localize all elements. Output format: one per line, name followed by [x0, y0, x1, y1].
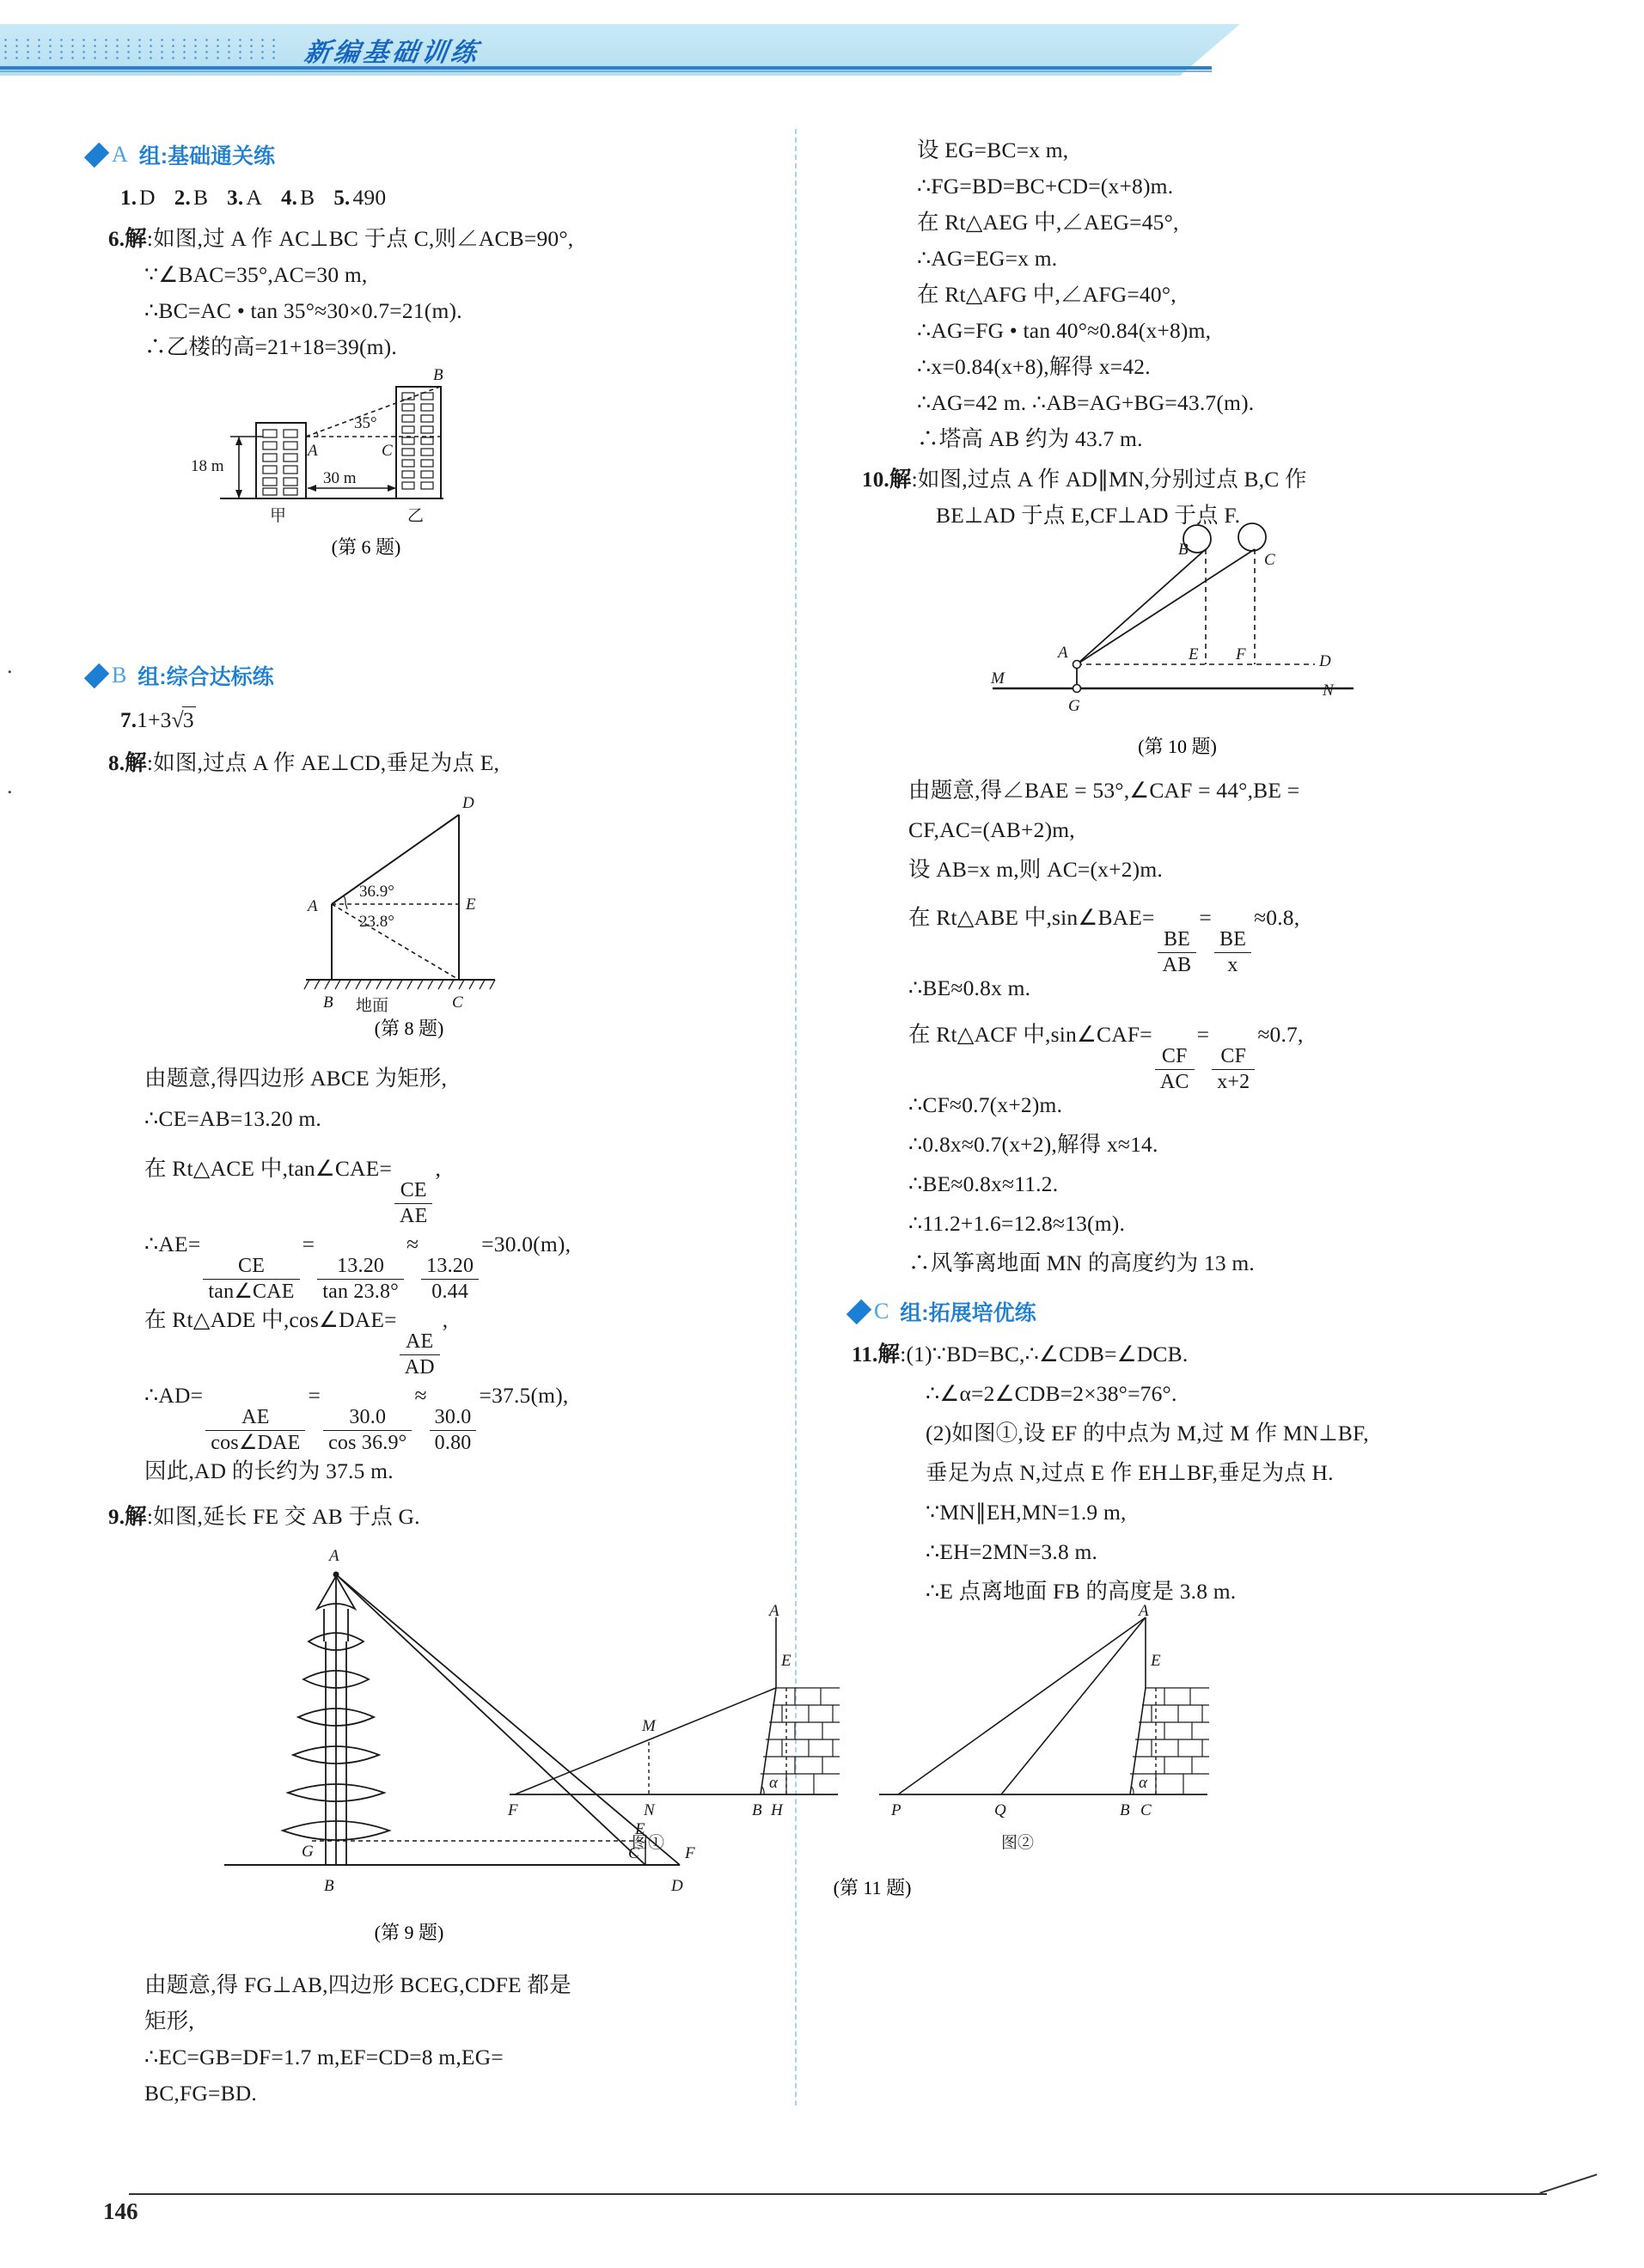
q9-line-4: ∴EC=GB=DF=1.7 m,EF=CD=8 m,EG= [144, 2045, 504, 2069]
q11f2-point-q: Q [994, 1801, 1006, 1819]
q8-step-1 [144, 1152, 441, 1229]
q6-base-label: 30 m [323, 469, 357, 487]
q9-number: 9. [108, 1506, 125, 1529]
q10-figure [975, 529, 1422, 726]
q10-point-f: F [1236, 645, 1246, 663]
q10-point-e: E [1189, 645, 1199, 663]
q8-step2-prefix: ∴AE= [144, 1232, 201, 1256]
q8-intro: :如图,过点 A 作 AE⊥CD,垂足为点 E, [146, 750, 500, 775]
objective-answers-row [120, 180, 386, 216]
group-a-marker: A [112, 142, 128, 167]
margin-dot-2: . [7, 773, 13, 798]
q10-caption: (第 10 题) [1138, 736, 1217, 757]
q7-line: 7.1+3√3 [120, 703, 196, 738]
page-number: 146 [103, 2198, 138, 2224]
q10-point-d: D [1319, 652, 1331, 670]
banner-dot-pattern [0, 37, 284, 63]
q8-step4-tail: =37.5(m), [479, 1383, 569, 1408]
q11f1-point-m: M [642, 1717, 656, 1735]
fraction-ae-ad: $\frac{AE}{AD}$ [400, 1330, 440, 1379]
q8-conclusion: 因此,AD 的长约为 37.5 m. [144, 1458, 394, 1483]
q9-jie: 解 [125, 1504, 147, 1529]
q6-building-right: 乙 [407, 507, 425, 525]
q8-step4-prefix: ∴AD= [144, 1383, 204, 1408]
q8-point-b: B [323, 993, 333, 1012]
q10-step-1-result: ∴BE≈0.8x m. [908, 975, 1031, 1000]
q8-angle-top: 36.9° [359, 883, 394, 901]
q9c-line-7: ∴x=0.84(x+8),解得 x=42. [917, 354, 1151, 379]
q8-step3-suffix: , [442, 1307, 449, 1332]
q11f1-label: 图① [632, 1834, 665, 1852]
fraction-ce-ae: $\frac{CE}{AE}$ [394, 1179, 432, 1228]
footer-rule [129, 2193, 1547, 2195]
q8-caption: (第 8 题) [374, 1018, 444, 1039]
q8-ground-label: 地面 [356, 997, 389, 1015]
group-c-marker: C [874, 1299, 889, 1324]
q10-jie: 解 [889, 467, 912, 492]
group-c-label: 组:拓展培优练 [900, 1301, 1036, 1325]
q6-jie: 解 [125, 226, 147, 251]
q11f1-point-a: A [769, 1602, 779, 1620]
banner-cut-corner [1180, 24, 1644, 76]
q6-line-2: ∵∠BAC=35°,AC=30 m, [144, 262, 368, 287]
q10-line-4: CF,AC=(AB+2)m, [908, 817, 1075, 842]
answer-5-num: 5. [333, 186, 351, 210]
q10-line-3: 由题意,得∠BAE = 53°,∠CAF = 44°,BE = [908, 778, 1300, 803]
group-heading-b [89, 660, 274, 691]
q10-eq-2: = [1196, 1022, 1210, 1047]
q9c-line-1: 设 EG=BC=x m, [917, 138, 1069, 162]
q10-tail-2: ∴0.8x≈0.7(x+2),解得 x≈14. [908, 1132, 1158, 1157]
fraction-1320-tan238: $\frac{13.20}{\tan 23.8^\circ}$ [317, 1255, 404, 1304]
q8-point-d: D [462, 794, 474, 812]
q9c-line-6: ∴AG=FG • tan 40°≈0.84(x+8)m, [917, 318, 1212, 343]
q9c-line-4: ∴AG=EG=x m. [917, 246, 1058, 271]
answer-1-num: 1. [120, 186, 138, 210]
q8-eq-1: = [302, 1232, 315, 1256]
diamond-icon [84, 663, 109, 688]
q11f2-point-b: B [1120, 1801, 1130, 1819]
q9c-line-9: ∴塔高 AB 约为 43.7 m. [917, 426, 1143, 451]
q10-step-2 [908, 1018, 1304, 1095]
q11f1-point-h: H [771, 1801, 783, 1819]
q10-point-n: N [1323, 682, 1334, 700]
q10-line-1 [862, 462, 1307, 498]
q11f2-point-p: P [891, 1801, 901, 1819]
footer-rule-tick [1539, 2173, 1597, 2194]
q11-figure-2 [872, 1602, 1216, 1867]
answer-3-num: 3. [227, 186, 244, 210]
q10-point-a: A [1058, 644, 1068, 662]
q11f1-point-n: N [644, 1801, 655, 1819]
q8-approx-1: ≈ [406, 1232, 419, 1256]
q9-line-2: 由题意,得 FG⊥AB,四边形 BCEG,CDFE 都是 [144, 1972, 571, 1997]
q10-point-m: M [991, 669, 1005, 688]
book-title: 新编基础训练 [302, 39, 483, 67]
q10-tail-3: ∴BE≈0.8x≈11.2. [908, 1171, 1059, 1196]
banner-rule [0, 66, 1212, 70]
q8-number: 8. [108, 752, 125, 775]
q8-step1-suffix: , [435, 1156, 442, 1181]
q6-caption: (第 6 题) [331, 536, 401, 558]
q11-line-6: ∴EH=2MN=3.8 m. [926, 1539, 1098, 1564]
q11-number: 11. [852, 1343, 878, 1366]
q11f1-angle-alpha: α [769, 1774, 778, 1792]
q8-point-e: E [466, 896, 476, 914]
q10-step1-prefix: 在 Rt△ABE 中,sin∠BAE= [908, 905, 1155, 930]
q10-line-2: BE⊥AD 于点 E,CF⊥AD 于点 F. [936, 503, 1241, 528]
q11f2-point-a: A [1139, 1602, 1149, 1620]
q9-line-3: 矩形, [144, 2008, 194, 2033]
q10-step2-tail: ≈0.7, [1257, 1022, 1304, 1047]
fraction-ce-tancae: $\frac{CE}{\text{tan∠CAE}}$ [203, 1255, 299, 1304]
q11f2-angle-alpha: α [1139, 1774, 1147, 1792]
q10-step2-prefix: 在 Rt△ACF 中,sin∠CAF= [908, 1022, 1152, 1047]
q11-line-4: 垂足为点 N,过点 E 作 EH⊥BF,垂足为点 H. [926, 1460, 1334, 1485]
q9-point-b: B [324, 1877, 334, 1895]
q9-line-5: BC,FG=BD. [144, 2081, 257, 2106]
q10-tail-1: ∴CF≈0.7(x+2)m. [908, 1092, 1063, 1117]
q6-point-b: B [433, 366, 443, 384]
q6-line-4: ∴乙楼的高=21+18=39(m). [144, 334, 397, 359]
q10-step1-tail: ≈0.8, [1254, 905, 1300, 930]
fraction-300-cos369: $\frac{30.0}{\cos 36.9^\circ}$ [323, 1406, 412, 1455]
q10-tail-5: ∴风筝离地面 MN 的高度约为 13 m. [908, 1250, 1255, 1275]
q9c-line-5: 在 Rt△AFG 中,∠AFG=40°, [917, 282, 1176, 307]
group-a-label: 组:基础通关练 [138, 144, 276, 168]
q9-point-d: D [671, 1877, 683, 1895]
q9c-line-8: ∴AG=42 m. ∴AB=AG+BG=43.7(m). [917, 390, 1255, 415]
q10-number: 10. [862, 468, 889, 492]
q11-jie: 解 [877, 1342, 901, 1366]
q11-line-1 [852, 1337, 1188, 1372]
q8-step-4 [144, 1379, 568, 1456]
q8-jie: 解 [125, 750, 147, 775]
answer-5-val: 490 [352, 185, 387, 210]
q6-number: 6. [108, 228, 125, 251]
q10-tail-4: ∴11.2+1.6=12.8≈13(m). [908, 1211, 1126, 1236]
q9-point-e: E [635, 1820, 645, 1838]
q11-line-5: ∵MN∥EH,MN=1.9 m, [926, 1500, 1127, 1525]
q10-eq-1: = [1199, 905, 1212, 930]
q10-point-c: C [1264, 551, 1275, 569]
fraction-ae-cosdae: $\frac{AE}{\text{cos∠DAE}}$ [205, 1406, 305, 1455]
fraction-300-080: $\frac{30.0}{0.80}$ [430, 1406, 477, 1455]
q8-step2-tail: =30.0(m), [481, 1232, 571, 1256]
q11-figure-1 [503, 1602, 846, 1867]
answer-2-val: B [193, 185, 209, 210]
fraction-cf-xplus2: $\frac{CF}{x+2}$ [1212, 1045, 1255, 1094]
q8-step-2 [144, 1227, 571, 1305]
group-heading-c [852, 1296, 1036, 1327]
q6-point-a: A [308, 442, 318, 460]
q11-line-7: ∴E 点离地面 FB 的高度是 3.8 m. [926, 1579, 1237, 1604]
q8-step-3 [144, 1303, 448, 1380]
answer-2-num: 2. [174, 186, 191, 210]
q9c-line-2: ∴FG=BD=BC+CD=(x+8)m. [917, 174, 1174, 199]
q8-line-3: ∴CE=AB=13.20 m. [144, 1106, 321, 1131]
q9-intro: :如图,延长 FE 交 AB 于点 G. [146, 1504, 420, 1529]
q11f1-point-e: E [781, 1652, 791, 1670]
group-heading-a [89, 139, 275, 170]
q11-line-2: ∴∠α=2∠CDB=2×38°=76°. [926, 1381, 1177, 1406]
fraction-cf-ac: $\frac{CF}{AC}$ [1155, 1045, 1195, 1094]
answer-3-val: A [246, 185, 262, 210]
q9c-line-3: 在 Rt△AEG 中,∠AEG=45°, [917, 210, 1179, 235]
q8-approx-2: ≈ [414, 1383, 427, 1408]
q10-line-5: 设 AB=x m,则 AC=(x+2)m. [908, 857, 1163, 882]
q8-eq-2: = [308, 1383, 321, 1408]
q11f2-point-c: C [1140, 1801, 1152, 1819]
answer-4-val: B [300, 185, 315, 210]
q8-step1-prefix: 在 Rt△ACE 中,tan∠CAE= [144, 1156, 393, 1181]
q8-point-a: A [308, 897, 318, 915]
q8-angle-bottom: 23.8° [359, 913, 394, 931]
q11f2-point-e: E [1151, 1652, 1161, 1670]
group-b-marker: B [112, 663, 127, 688]
fraction-be-x: $\frac{BE}{x}$ [1214, 928, 1251, 977]
q6-line-3: ∴BC=AC • tan 35°≈30×0.7=21(m). [144, 298, 462, 323]
banner-rule-light [0, 70, 1212, 72]
q11f1-point-f: F [508, 1801, 518, 1819]
q10-point-b: B [1178, 541, 1189, 559]
q9-line-1 [108, 1500, 420, 1535]
diamond-icon [84, 142, 109, 167]
q10-step-1 [908, 901, 1299, 978]
q6-angle-label: 35° [354, 414, 377, 432]
q8-point-c: C [452, 993, 463, 1012]
q9-point-c: C [628, 1844, 639, 1862]
group-b-label: 组:综合达标练 [138, 665, 274, 689]
q6-line-1 [108, 222, 573, 257]
q11-line-3: (2)如图①,设 EF 的中点为 M,过 M 作 MN⊥BF, [926, 1421, 1369, 1446]
fraction-be-ab: $\frac{BE}{AB}$ [1158, 928, 1197, 977]
q9-point-f: F [685, 1844, 695, 1862]
q6-text-1: :如图,过 A 作 AC⊥BC 于点 C,则∠ACB=90°, [146, 226, 574, 251]
q9-point-a: A [329, 1547, 339, 1565]
q10-intro-1: :如图,过点 A 作 AD∥MN,分别过点 B,C 作 [911, 467, 1307, 492]
q8-line-2: 由题意,得四边形 ABCE 为矩形, [144, 1066, 448, 1091]
q7-number: 7. [120, 709, 138, 732]
q9-point-g: G [302, 1843, 314, 1861]
margin-dot-1: . [7, 653, 13, 678]
sqrt-icon: √3 [171, 707, 194, 732]
q6-point-c: C [382, 442, 393, 460]
q6-figure [186, 361, 547, 533]
answer-1-val: D [139, 185, 156, 210]
diamond-icon [846, 1299, 871, 1324]
q10-point-g: G [1068, 697, 1080, 715]
q8-step3-prefix: 在 Rt△ADE 中,cos∠DAE= [144, 1307, 397, 1332]
q11-caption: (第 11 题) [833, 1877, 912, 1898]
q11f2-label: 图② [1001, 1834, 1035, 1852]
q11-text-1: :(1)∵BD=BC,∴∠CDB=∠DCB. [900, 1342, 1189, 1366]
answer-4-num: 4. [280, 186, 298, 210]
q6-height-label: 18 m [191, 457, 224, 475]
q9-caption: (第 9 题) [374, 1922, 444, 1943]
q8-figure [280, 773, 538, 1014]
fraction-1320-044: $\frac{13.20}{0.44}$ [421, 1255, 479, 1304]
q6-building-left: 甲 [270, 507, 287, 525]
q11f1-point-b: B [752, 1801, 762, 1819]
